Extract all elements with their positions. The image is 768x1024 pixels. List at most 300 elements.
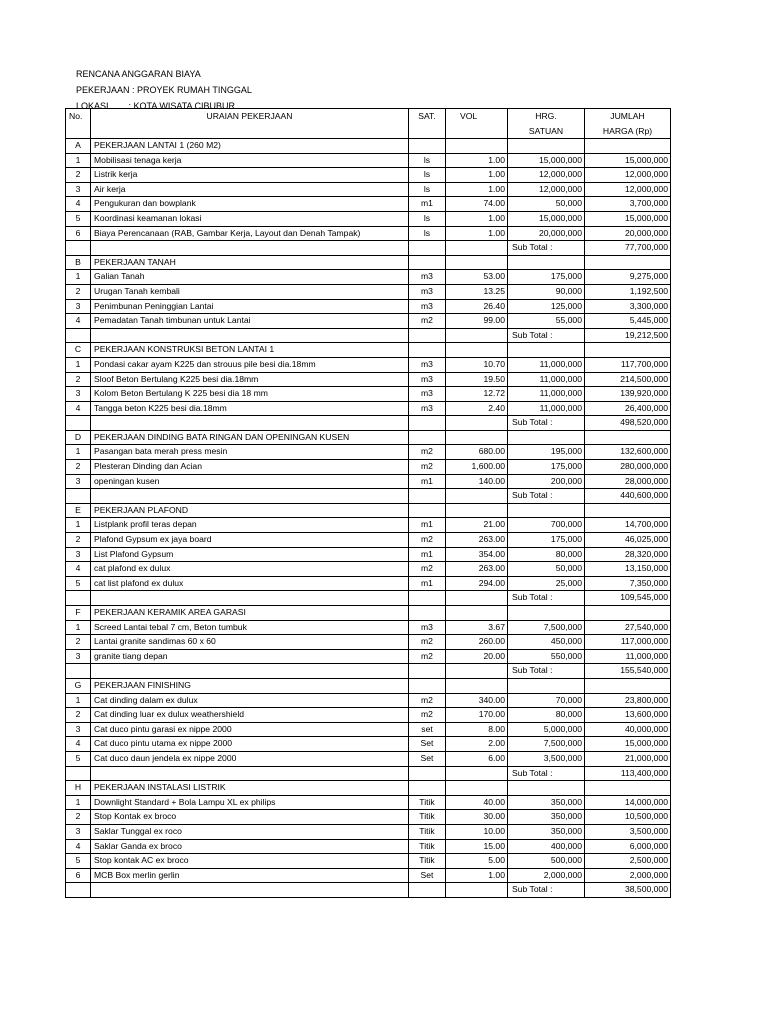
item-description: Pondasi cakar ayam K225 dan strouus pile besi dia.18mm (91, 357, 409, 372)
item-number: 3 (66, 722, 91, 737)
jumlah-harga-cell: 7,350,000 (585, 576, 671, 591)
volume-cell (446, 430, 508, 445)
subtotal-value: 38,500,000 (585, 883, 671, 898)
empty-cell (446, 591, 508, 606)
empty-cell (91, 416, 409, 431)
harga-satuan-cell: 80,000 (508, 547, 585, 562)
volume-cell: 1,600.00 (446, 460, 508, 475)
satuan-cell: m2 (409, 445, 446, 460)
item-description: Listplank profil teras depan (91, 518, 409, 533)
harga-satuan-cell (508, 781, 585, 796)
empty-cell (446, 328, 508, 343)
empty-cell (91, 591, 409, 606)
jumlah-harga-cell: 5,445,000 (585, 314, 671, 329)
section-letter: F (66, 606, 91, 621)
harga-satuan-cell: 125,000 (508, 299, 585, 314)
item-description: Cat duco daun jendela ex nippe 2000 (91, 751, 409, 766)
section-letter: C (66, 343, 91, 358)
table-row (66, 562, 671, 577)
volume-cell: 680.00 (446, 445, 508, 460)
subtotal-label: Sub Total : (508, 664, 585, 679)
jumlah-harga-cell: 6,000,000 (585, 839, 671, 854)
harga-satuan-cell: 175,000 (508, 460, 585, 475)
item-description: Koordinasi keamanan lokasi (91, 211, 409, 226)
section-title: PEKERJAAN KONSTRUKSI BETON LANTAI 1 (91, 343, 409, 358)
volume-cell: 1.00 (446, 226, 508, 241)
satuan-cell: set (409, 722, 446, 737)
table-row (66, 751, 671, 766)
volume-cell: 8.00 (446, 722, 508, 737)
table-row (66, 314, 671, 329)
subtotal-label: Sub Total : (508, 766, 585, 781)
harga-satuan-cell: 550,000 (508, 649, 585, 664)
jumlah-harga-cell: 14,000,000 (585, 795, 671, 810)
volume-cell (446, 255, 508, 270)
jumlah-harga-cell: 46,025,000 (585, 533, 671, 548)
table-row (66, 693, 671, 708)
item-number: 4 (66, 401, 91, 416)
table-row (66, 635, 671, 650)
satuan-cell: m3 (409, 357, 446, 372)
volume-cell: 1.00 (446, 153, 508, 168)
document-title: RENCANA ANGGARAN BIAYA (76, 69, 201, 79)
harga-satuan-cell: 175,000 (508, 270, 585, 285)
table-row (66, 795, 671, 810)
harga-satuan-cell (508, 255, 585, 270)
satuan-cell: Titik (409, 854, 446, 869)
volume-cell: 10.70 (446, 357, 508, 372)
satuan-cell: m2 (409, 460, 446, 475)
satuan-cell: Titik (409, 824, 446, 839)
jumlah-harga-cell: 21,000,000 (585, 751, 671, 766)
table-row (66, 518, 671, 533)
item-number: 6 (66, 226, 91, 241)
table-row (66, 824, 671, 839)
item-number: 3 (66, 299, 91, 314)
harga-satuan-cell: 450,000 (508, 635, 585, 650)
empty-cell (409, 328, 446, 343)
volume-cell: 40.00 (446, 795, 508, 810)
empty-cell (66, 489, 91, 504)
item-description: Downlight Standard + Bola Lampu XL ex philips (91, 795, 409, 810)
jumlah-harga-cell: 10,500,000 (585, 810, 671, 825)
volume-cell: 13.25 (446, 284, 508, 299)
item-number: 3 (66, 649, 91, 664)
section-title: PEKERJAAN LANTAI 1 (260 M2) (91, 139, 409, 154)
item-number: 3 (66, 547, 91, 562)
item-description: Mobilisasi tenaga kerja (91, 153, 409, 168)
satuan-cell: ls (409, 211, 446, 226)
volume-cell: 263.00 (446, 562, 508, 577)
table-row (66, 620, 671, 635)
empty-cell (66, 328, 91, 343)
jumlah-harga-cell: 14,700,000 (585, 518, 671, 533)
section-title: PEKERJAAN PLAFOND (91, 503, 409, 518)
volume-cell: 354.00 (446, 547, 508, 562)
jumlah-harga-cell: 11,000,000 (585, 649, 671, 664)
jumlah-harga-cell: 15,000,000 (585, 737, 671, 752)
satuan-cell (409, 606, 446, 621)
satuan-cell: Titik (409, 810, 446, 825)
jumlah-harga-cell: 117,000,000 (585, 635, 671, 650)
subtotal-value: 113,400,000 (585, 766, 671, 781)
jumlah-harga-cell: 26,400,000 (585, 401, 671, 416)
subtotal-label: Sub Total : (508, 489, 585, 504)
table-header-row-2 (66, 124, 671, 139)
empty-cell (446, 766, 508, 781)
harga-satuan-cell: 5,000,000 (508, 722, 585, 737)
table-row (66, 708, 671, 723)
harga-satuan-cell (508, 503, 585, 518)
satuan-cell (409, 781, 446, 796)
section-title: PEKERJAAN INSTALASI LISTRIK (91, 781, 409, 796)
harga-satuan-cell: 25,000 (508, 576, 585, 591)
project-location: LOKASI : KOTA WISATA CIBUBUR (76, 101, 236, 111)
satuan-cell: m2 (409, 533, 446, 548)
jumlah-harga-cell (585, 255, 671, 270)
empty-cell (409, 766, 446, 781)
harga-satuan-cell: 350,000 (508, 795, 585, 810)
satuan-cell: m2 (409, 635, 446, 650)
table-row (66, 387, 671, 402)
harga-satuan-cell (508, 678, 585, 693)
harga-satuan-cell: 12,000,000 (508, 182, 585, 197)
item-description: Cat dinding luar ex dulux weathershield (91, 708, 409, 723)
empty-cell (66, 416, 91, 431)
satuan-cell: m2 (409, 708, 446, 723)
section-letter: D (66, 430, 91, 445)
harga-satuan-cell: 350,000 (508, 824, 585, 839)
empty-cell (91, 328, 409, 343)
empty-cell (446, 416, 508, 431)
table-row (66, 576, 671, 591)
table-row (66, 182, 671, 197)
volume-cell: 294.00 (446, 576, 508, 591)
item-number: 1 (66, 445, 91, 460)
harga-satuan-cell: 80,000 (508, 708, 585, 723)
satuan-cell (409, 430, 446, 445)
subtotal-value: 19,212,500 (585, 328, 671, 343)
table-row (66, 533, 671, 548)
satuan-cell: Titik (409, 839, 446, 854)
table-row (66, 474, 671, 489)
column-header-sat: SAT. (409, 109, 446, 124)
subtotal-row (66, 591, 671, 606)
subtotal-label: Sub Total : (508, 591, 585, 606)
table-row (66, 854, 671, 869)
empty-cell (409, 416, 446, 431)
empty-cell (66, 766, 91, 781)
volume-cell: 1.00 (446, 211, 508, 226)
table-row (66, 810, 671, 825)
empty-cell (409, 664, 446, 679)
table-row (66, 460, 671, 475)
jumlah-harga-cell: 13,150,000 (585, 562, 671, 577)
item-description: Sloof Beton Bertulang K225 besi dia.18mm (91, 372, 409, 387)
jumlah-harga-cell: 23,800,000 (585, 693, 671, 708)
item-number: 4 (66, 314, 91, 329)
item-description: Urugan Tanah kembali (91, 284, 409, 299)
jumlah-harga-cell (585, 139, 671, 154)
item-number: 2 (66, 810, 91, 825)
empty-cell (446, 664, 508, 679)
harga-satuan-cell: 70,000 (508, 693, 585, 708)
section-row (66, 503, 671, 518)
volume-cell: 20.00 (446, 649, 508, 664)
volume-cell: 10.00 (446, 824, 508, 839)
harga-satuan-cell (508, 430, 585, 445)
satuan-cell: m1 (409, 197, 446, 212)
item-description: cat plafond ex dulux (91, 562, 409, 577)
section-title: PEKERJAAN KERAMIK AREA GARASI (91, 606, 409, 621)
empty-cell (66, 591, 91, 606)
subtotal-value: 498,520,000 (585, 416, 671, 431)
item-description: Cat duco pintu garasi ex nippe 2000 (91, 722, 409, 737)
satuan-cell: m3 (409, 270, 446, 285)
item-description: cat list plafond ex dulux (91, 576, 409, 591)
table-row (66, 649, 671, 664)
item-description: MCB Box merlin gerlin (91, 868, 409, 883)
item-description: Plesteran Dinding dan Acian (91, 460, 409, 475)
item-number: 1 (66, 795, 91, 810)
item-number: 1 (66, 693, 91, 708)
item-number: 2 (66, 635, 91, 650)
subtotal-label: Sub Total : (508, 416, 585, 431)
jumlah-harga-cell: 214,500,000 (585, 372, 671, 387)
empty-cell (66, 883, 91, 898)
satuan-cell: m3 (409, 387, 446, 402)
section-row (66, 343, 671, 358)
volume-cell: 30.00 (446, 810, 508, 825)
table-row (66, 270, 671, 285)
volume-cell: 140.00 (446, 474, 508, 489)
table-row (66, 868, 671, 883)
satuan-cell: ls (409, 182, 446, 197)
item-number: 1 (66, 518, 91, 533)
satuan-cell (409, 343, 446, 358)
harga-satuan-cell: 50,000 (508, 197, 585, 212)
item-number: 5 (66, 211, 91, 226)
jumlah-harga-cell (585, 781, 671, 796)
satuan-cell: m1 (409, 547, 446, 562)
satuan-cell: Set (409, 868, 446, 883)
item-description: Stop Kontak ex broco (91, 810, 409, 825)
harga-satuan-cell: 11,000,000 (508, 372, 585, 387)
item-number: 2 (66, 708, 91, 723)
project-name: PEKERJAAN : PROYEK RUMAH TINGGAL (76, 85, 252, 95)
item-number: 1 (66, 153, 91, 168)
harga-satuan-cell (508, 343, 585, 358)
column-header-uraian-cont (91, 124, 409, 139)
jumlah-harga-cell: 132,600,000 (585, 445, 671, 460)
jumlah-harga-cell: 20,000,000 (585, 226, 671, 241)
empty-cell (446, 883, 508, 898)
volume-cell (446, 678, 508, 693)
volume-cell: 1.00 (446, 182, 508, 197)
jumlah-harga-cell: 9,275,000 (585, 270, 671, 285)
jumlah-harga-cell: 40,000,000 (585, 722, 671, 737)
satuan-cell (409, 139, 446, 154)
section-row (66, 781, 671, 796)
jumlah-harga-cell: 280,000,000 (585, 460, 671, 475)
subtotal-label: Sub Total : (508, 328, 585, 343)
satuan-cell: m3 (409, 299, 446, 314)
satuan-cell: Set (409, 751, 446, 766)
harga-satuan-cell: 3,500,000 (508, 751, 585, 766)
jumlah-harga-cell: 139,920,000 (585, 387, 671, 402)
table-header-row (66, 109, 671, 124)
item-description: Saklar Ganda ex broco (91, 839, 409, 854)
subtotal-label: Sub Total : (508, 241, 585, 256)
empty-cell (91, 766, 409, 781)
harga-satuan-cell: 500,000 (508, 854, 585, 869)
volume-cell: 53.00 (446, 270, 508, 285)
satuan-cell: m2 (409, 562, 446, 577)
volume-cell: 2.40 (446, 401, 508, 416)
column-header-jumlah-harga: HARGA (Rp) (585, 124, 671, 139)
harga-satuan-cell: 195,000 (508, 445, 585, 460)
section-letter: A (66, 139, 91, 154)
satuan-cell (409, 503, 446, 518)
satuan-cell: m1 (409, 518, 446, 533)
item-number: 5 (66, 854, 91, 869)
item-description: Stop kontak AC ex broco (91, 854, 409, 869)
item-number: 3 (66, 387, 91, 402)
item-description: Cat dinding dalam ex dulux (91, 693, 409, 708)
harga-satuan-cell: 11,000,000 (508, 401, 585, 416)
volume-cell: 5.00 (446, 854, 508, 869)
volume-cell: 2.00 (446, 737, 508, 752)
empty-cell (91, 241, 409, 256)
satuan-cell: ls (409, 168, 446, 183)
item-description: Listrik kerja (91, 168, 409, 183)
empty-cell (91, 489, 409, 504)
item-number: 1 (66, 620, 91, 635)
section-row (66, 255, 671, 270)
harga-satuan-cell: 350,000 (508, 810, 585, 825)
item-description: Penimbunan Peninggian Lantai (91, 299, 409, 314)
item-number: 2 (66, 533, 91, 548)
harga-satuan-cell: 175,000 (508, 533, 585, 548)
subtotal-row (66, 489, 671, 504)
satuan-cell: m2 (409, 649, 446, 664)
subtotal-row (66, 241, 671, 256)
table-row (66, 153, 671, 168)
section-row (66, 430, 671, 445)
subtotal-row (66, 328, 671, 343)
jumlah-harga-cell: 12,000,000 (585, 182, 671, 197)
volume-cell (446, 139, 508, 154)
section-title: PEKERJAAN TANAH (91, 255, 409, 270)
table-body (66, 139, 671, 898)
section-letter: E (66, 503, 91, 518)
satuan-cell: m3 (409, 372, 446, 387)
column-header-vol-cont (446, 124, 508, 139)
harga-satuan-cell: 7,500,000 (508, 620, 585, 635)
jumlah-harga-cell: 2,500,000 (585, 854, 671, 869)
volume-cell: 19.50 (446, 372, 508, 387)
item-description: Saklar Tunggal ex roco (91, 824, 409, 839)
item-number: 3 (66, 182, 91, 197)
table-row (66, 839, 671, 854)
table-row (66, 299, 671, 314)
jumlah-harga-cell: 3,500,000 (585, 824, 671, 839)
jumlah-harga-cell: 117,700,000 (585, 357, 671, 372)
table-row (66, 211, 671, 226)
harga-satuan-cell: 700,000 (508, 518, 585, 533)
harga-satuan-cell: 2,000,000 (508, 868, 585, 883)
empty-cell (409, 489, 446, 504)
volume-cell: 340.00 (446, 693, 508, 708)
volume-cell: 1.00 (446, 868, 508, 883)
satuan-cell: Set (409, 737, 446, 752)
jumlah-harga-cell: 15,000,000 (585, 153, 671, 168)
volume-cell (446, 781, 508, 796)
table-row (66, 372, 671, 387)
harga-satuan-cell (508, 606, 585, 621)
volume-cell: 74.00 (446, 197, 508, 212)
document-header (76, 66, 252, 114)
harga-satuan-cell: 15,000,000 (508, 153, 585, 168)
harga-satuan-cell: 7,500,000 (508, 737, 585, 752)
satuan-cell: m1 (409, 576, 446, 591)
column-header-hrg: HRG. (508, 109, 585, 124)
item-number: 5 (66, 576, 91, 591)
item-number: 4 (66, 839, 91, 854)
empty-cell (66, 664, 91, 679)
harga-satuan-cell (508, 139, 585, 154)
volume-cell: 1.00 (446, 168, 508, 183)
item-number: 4 (66, 737, 91, 752)
jumlah-harga-cell (585, 606, 671, 621)
item-number: 3 (66, 824, 91, 839)
jumlah-harga-cell: 15,000,000 (585, 211, 671, 226)
volume-cell: 3.67 (446, 620, 508, 635)
volume-cell (446, 343, 508, 358)
item-description: granite tiang depan (91, 649, 409, 664)
column-header-no-cont (66, 124, 91, 139)
volume-cell: 260.00 (446, 635, 508, 650)
satuan-cell: ls (409, 153, 446, 168)
jumlah-harga-cell: 28,000,000 (585, 474, 671, 489)
item-description: Pemadatan Tanah timbunan untuk Lantai (91, 314, 409, 329)
item-description: Pengukuran dan bowplank (91, 197, 409, 212)
empty-cell (446, 241, 508, 256)
jumlah-harga-cell: 1,192,500 (585, 284, 671, 299)
jumlah-harga-cell: 2,000,000 (585, 868, 671, 883)
jumlah-harga-cell (585, 503, 671, 518)
empty-cell (446, 489, 508, 504)
column-header-jumlah: JUMLAH (585, 109, 671, 124)
subtotal-value: 155,540,000 (585, 664, 671, 679)
table-row (66, 284, 671, 299)
volume-cell: 15.00 (446, 839, 508, 854)
volume-cell: 99.00 (446, 314, 508, 329)
volume-cell: 263.00 (446, 533, 508, 548)
column-header-hrg-satuan: SATUAN (508, 124, 585, 139)
subtotal-row (66, 883, 671, 898)
subtotal-value: 440,600,000 (585, 489, 671, 504)
item-number: 2 (66, 460, 91, 475)
section-title: PEKERJAAN DINDING BATA RINGAN DAN OPENINGAN KUSEN (91, 430, 409, 445)
table-row (66, 737, 671, 752)
subtotal-row (66, 664, 671, 679)
harga-satuan-cell: 50,000 (508, 562, 585, 577)
jumlah-harga-cell: 27,540,000 (585, 620, 671, 635)
item-number: 1 (66, 270, 91, 285)
volume-cell: 12.72 (446, 387, 508, 402)
jumlah-harga-cell: 3,700,000 (585, 197, 671, 212)
